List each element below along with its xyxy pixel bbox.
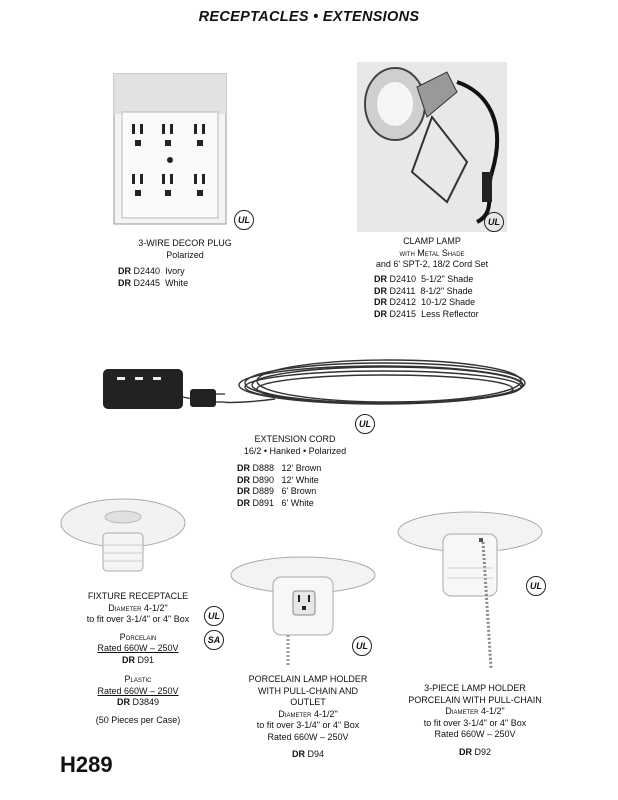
three-piece-holder-image <box>395 508 545 673</box>
ul-listed-icon: UL <box>484 212 504 232</box>
holder-outlet-line1: PORCELAIN LAMP HOLDER <box>248 674 368 684</box>
extension-cord-sub: 16/2 • Hanked • Polarized <box>243 445 347 456</box>
three-piece-line1: 3-PIECE LAMP HOLDER <box>424 683 526 693</box>
three-piece-line3: Diameter 4-1/2" <box>445 706 505 716</box>
clamp-lamp-name: CLAMP LAMP <box>403 236 461 246</box>
list-item: DR D2411 8-1/2" Shade <box>374 285 473 296</box>
page-number: H289 <box>60 752 113 777</box>
holder-outlet-line4: Diameter 4-1/2" <box>278 708 338 719</box>
csa-icon: SA <box>204 630 224 650</box>
holder-outlet-line6: Rated 660W – 250V <box>267 731 349 742</box>
list-item: DR D891 6' White <box>237 497 314 508</box>
porcelain-rating: Rated 660W – 250V <box>97 643 179 653</box>
three-piece-line4: to fit over 3-1/4" or 4" Box <box>423 717 527 728</box>
fixture-receptacle-name: FIXTURE RECEPTACLE <box>87 591 189 601</box>
clamp-lamp-line2: with Metal Shade <box>399 247 465 258</box>
list-item: DR D2440 Ivory <box>118 266 185 276</box>
three-piece-line2: PORCELAIN WITH PULL-CHAIN <box>408 694 542 705</box>
plastic-label: Plastic <box>124 674 152 684</box>
list-item: DR D2445 White <box>118 277 189 288</box>
clamp-lamp-image <box>357 62 507 232</box>
decor-plug-sub: Polarized <box>166 249 204 260</box>
list-item: DR D2412 10-1/2 Shade <box>374 297 476 307</box>
case-note: (50 Pieces per Case) <box>95 714 181 725</box>
ul-listed-icon: UL <box>352 636 372 656</box>
decor-plug-list <box>118 266 188 289</box>
fixture-receptacle-image <box>58 495 188 580</box>
three-piece-code: DR D92 <box>458 746 492 757</box>
extension-cord-image <box>95 355 545 430</box>
ul-listed-icon: UL <box>234 210 254 230</box>
extension-cord-list <box>237 463 321 509</box>
three-piece-line5: Rated 660W – 250V <box>434 729 516 739</box>
porcelain-code: DR D91 <box>121 654 155 665</box>
holder-outlet-line5: to fit over 3-1/4" or 4" Box <box>256 720 360 730</box>
extension-cord-name: EXTENSION CORD <box>254 434 336 444</box>
porcelain-label: Porcelain <box>119 631 157 642</box>
fixture-receptacle-line3: to fit over 3-1/4" or 4" Box <box>86 614 190 624</box>
list-item: DR D2415 Less Reflector <box>374 308 479 319</box>
clamp-lamp-list <box>374 274 479 320</box>
list-item: DR D2410 5-1/2" Shade <box>374 274 474 284</box>
list-item: DR D890 12' White <box>237 474 319 485</box>
decor-plug-image <box>110 70 230 230</box>
fixture-receptacle-line2: Diameter 4-1/2" <box>108 602 168 613</box>
holder-outlet-line2: WITH PULL-CHAIN AND <box>257 685 358 696</box>
list-item: DR D889 6' Brown <box>237 486 317 496</box>
holder-outlet-code: DR D94 <box>291 749 325 759</box>
ul-listed-icon: UL <box>204 606 224 626</box>
clamp-lamp-line3: and 6' SPT-2, 18/2 Cord Set <box>375 259 489 269</box>
decor-plug-name: 3-WIRE DECOR PLUG <box>138 238 232 248</box>
plastic-code: DR D3849 <box>116 697 160 707</box>
list-item: DR D888 12' Brown <box>237 463 322 473</box>
holder-outlet-line3: OUTLET <box>290 697 326 707</box>
ul-listed-icon: UL <box>526 576 546 596</box>
ul-listed-icon: UL <box>355 414 375 434</box>
plastic-rating: Rated 660W – 250V <box>97 685 179 696</box>
page-title: RECEPTACLES • EXTENSIONS <box>198 9 420 25</box>
